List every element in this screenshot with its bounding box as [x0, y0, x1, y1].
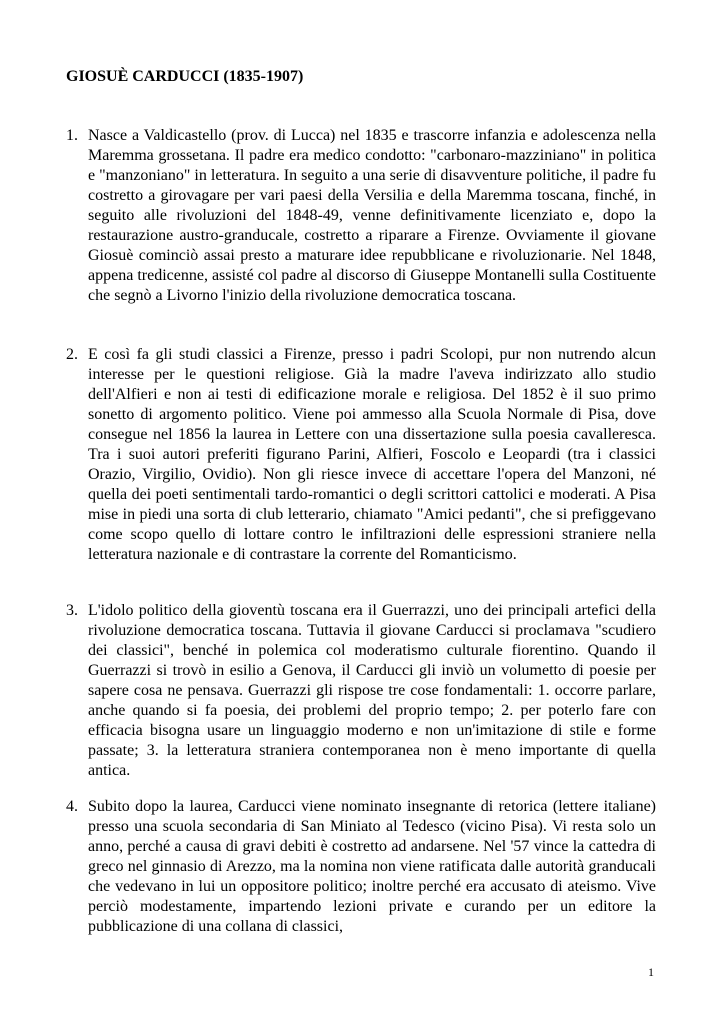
paragraph-number: 1. — [66, 127, 78, 144]
numbered-paragraph — [66, 345, 656, 565]
numbered-paragraph — [66, 126, 656, 306]
paragraph-number: 4. — [66, 798, 78, 815]
paragraph-text: E così fa gli studi classici a Firenze, presso i padri Scolopi, pur non nutrendo alcun interesse per le questioni religiose. Già la madre l'aveva indirizzato allo studio dell'Alfieri e non ai testi di edificazione morale e religiosa. Del 1852 è il suo primo sonetto di argomento politico. Viene poi ammesso alla Scuola Normale di Pisa, dove consegue nel 1856 la laurea in Lettere con una dissertazione sulla poesia cavalleresca. Tra i suoi autori preferiti figurano Parini, Alfieri, Foscolo e Leopardi (tra i classici Orazio, Virgilio, Ovidio). Non gli riesce invece di accettare l'opera del Manzoni, né quella dei poeti sentimentali tardo-romantici o degli scrittori cattolici e moderati. A Pisa mise in piedi una sorta di club letterario, chiamato "Amici pedanti", che si prefiggevano come scopo quello di lottare contro le infiltrazioni delle espressioni straniere nella letteratura nazionale e di contrastare la corrente del Romanticismo. — [88, 346, 656, 563]
paragraph-text: Nasce a Valdicastello (prov. di Lucca) nel 1835 e trascorre infanzia e adolescenza nella Maremma grossetana. Il padre era medico condotto: "carbonaro-mazziniano" in politica e "manzoniano" in letteratura. In seguito a una serie di disavventure politiche, il padre fu costretto a girovagare per vari paesi della Versilia e della Maremma toscana, finché, in seguito alle rivoluzioni del 1848-49, venne definitivamente licenziato e, dopo la restaurazione austro-granducale, costretto a riparare a Firenze. Ovviamente il giovane Giosuè cominciò assai presto a maturare idee repubblicane e rivoluzionarie. Nel 1848, appena tredicenne, assisté col padre al discorso di Giuseppe Montanelli sulla Costituente che segnò a Livorno l'inizio della rivoluzione democratica toscana. — [88, 127, 656, 304]
paragraph-text: Subito dopo la laurea, Carducci viene nominato insegnante di retorica (lettere italiane) presso una scuola secondaria di San Miniato al Tedesco (vicino Pisa). Vi resta solo un anno, perché a causa di gravi debiti è costretto ad andarsene. Nel '57 vince la cattedra di greco nel ginnasio di Arezzo, ma la nomina non viene ratificata dalle autorità granducali che vedevano in lui un oppositore politico; inoltre perché era accusato di ateismo. Vive perciò modestamente, impartendo lezioni private e curando per un editore la pubblicazione di una collana di classici, — [88, 798, 656, 935]
paragraph-number: 2. — [66, 346, 78, 363]
numbered-paragraph — [66, 797, 656, 937]
page-number: 1 — [648, 965, 654, 979]
paragraph-number: 3. — [66, 602, 78, 619]
paragraph-text: L'idolo politico della gioventù toscana era il Guerrazzi, uno dei principali artefici della rivoluzione democratica toscana. Tuttavia il giovane Carducci si proclamava "scudiero dei classici", benché in polemica col moderatismo culturale fiorentino. Quando il Guerrazzi si trovò in esilio a Genova, il Carducci gli inviò un volumetto di poesie per sapere cosa ne pensava. Guerrazzi gli rispose tre cose fondamentali: 1. occorre parlare, anche quando si fa poesia, dei problemi del proprio tempo; 2. per poterlo fare con efficacia bisogna usare un linguaggio moderno e non un'imitazione di stile e forme passate; 3. la letteratura straniera contemporanea non è meno importante di quella antica. — [88, 602, 656, 779]
document-title: GIOSUÈ CARDUCCI (1835-1907) — [66, 68, 304, 85]
numbered-paragraph — [66, 601, 656, 781]
